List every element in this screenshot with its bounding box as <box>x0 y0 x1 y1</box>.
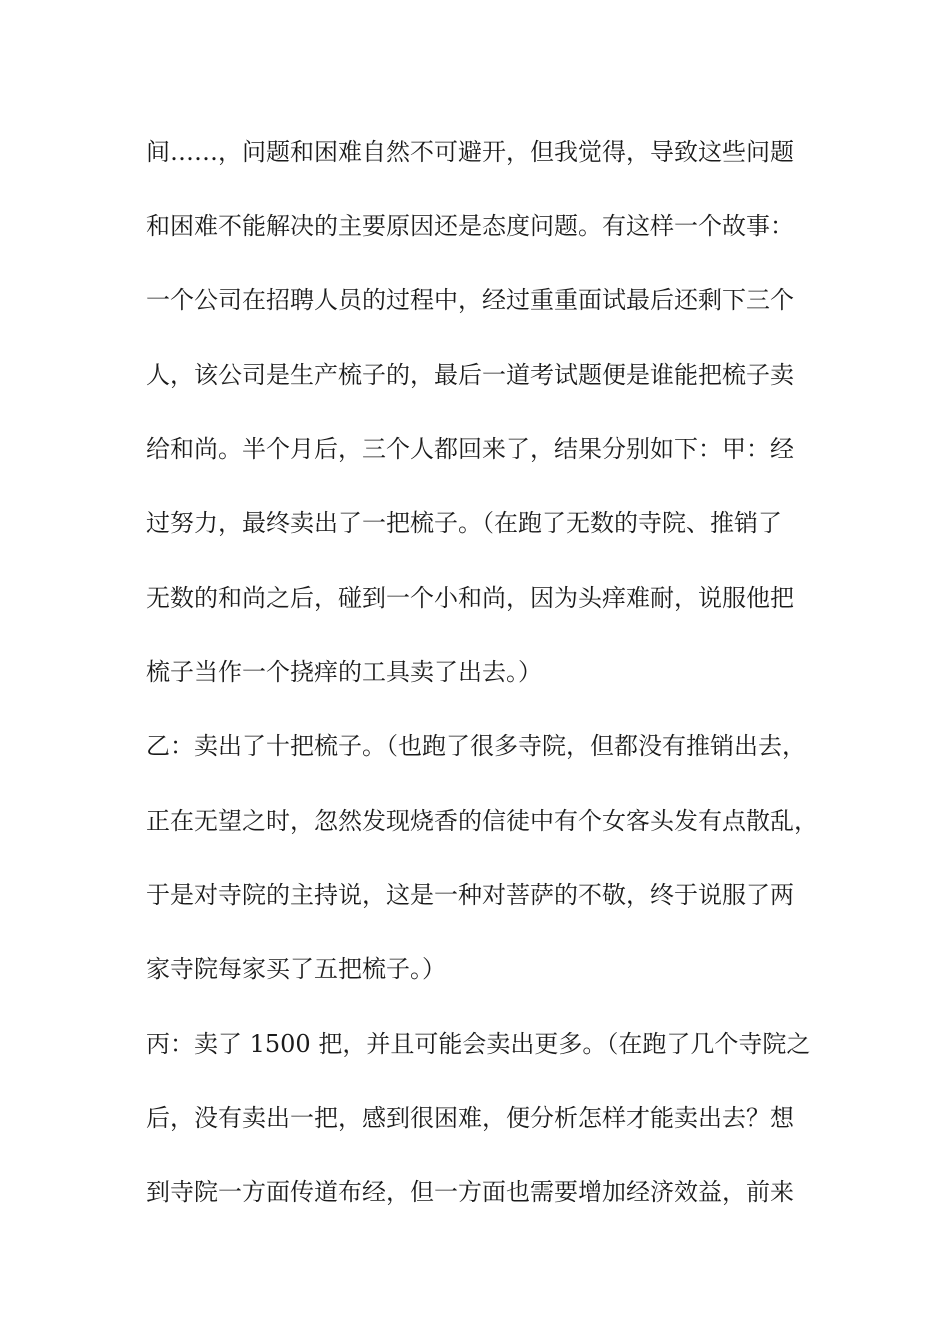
text-line: 给和尚。半个月后，三个人都回来了，结果分别如下：甲：经 <box>146 435 794 463</box>
text-line: 丙：卖了 1500 把，并且可能会卖出更多。（在跑了几个寺院之 <box>146 1030 811 1058</box>
text-line: 间……，问题和困难自然不可避开，但我觉得，导致这些问题 <box>146 138 794 166</box>
text-line: 到寺院一方面传道布经，但一方面也需要增加经济效益，前来 <box>146 1178 794 1206</box>
text-line: 于是对寺院的主持说，这是一种对菩萨的不敬，终于说服了两 <box>146 881 794 909</box>
text-line: 正在无望之时，忽然发现烧香的信徒中有个女客头发有点散乱， <box>146 807 818 835</box>
text-line: 和困难不能解决的主要原因还是态度问题。有这样一个故事： <box>146 212 794 240</box>
text-line: 过努力，最终卖出了一把梳子。（在跑了无数的寺院、推销了 <box>146 509 782 537</box>
text-line: 后，没有卖出一把，感到很困难，便分析怎样才能卖出去？想 <box>146 1104 794 1132</box>
text-line: 无数的和尚之后，碰到一个小和尚，因为头痒难耐，说服他把 <box>146 584 794 612</box>
text-line: 人，该公司是生产梳子的，最后一道考试题便是谁能把梳子卖 <box>146 361 794 389</box>
text-line: 家寺院每家买了五把梳子。） <box>146 955 446 983</box>
text-line: 乙：卖出了十把梳子。（也跑了很多寺院，但都没有推销出去， <box>146 732 806 760</box>
text-line: 梳子当作一个挠痒的工具卖了出去。） <box>146 658 542 686</box>
text-line: 一个公司在招聘人员的过程中，经过重重面试最后还剩下三个 <box>146 286 794 314</box>
